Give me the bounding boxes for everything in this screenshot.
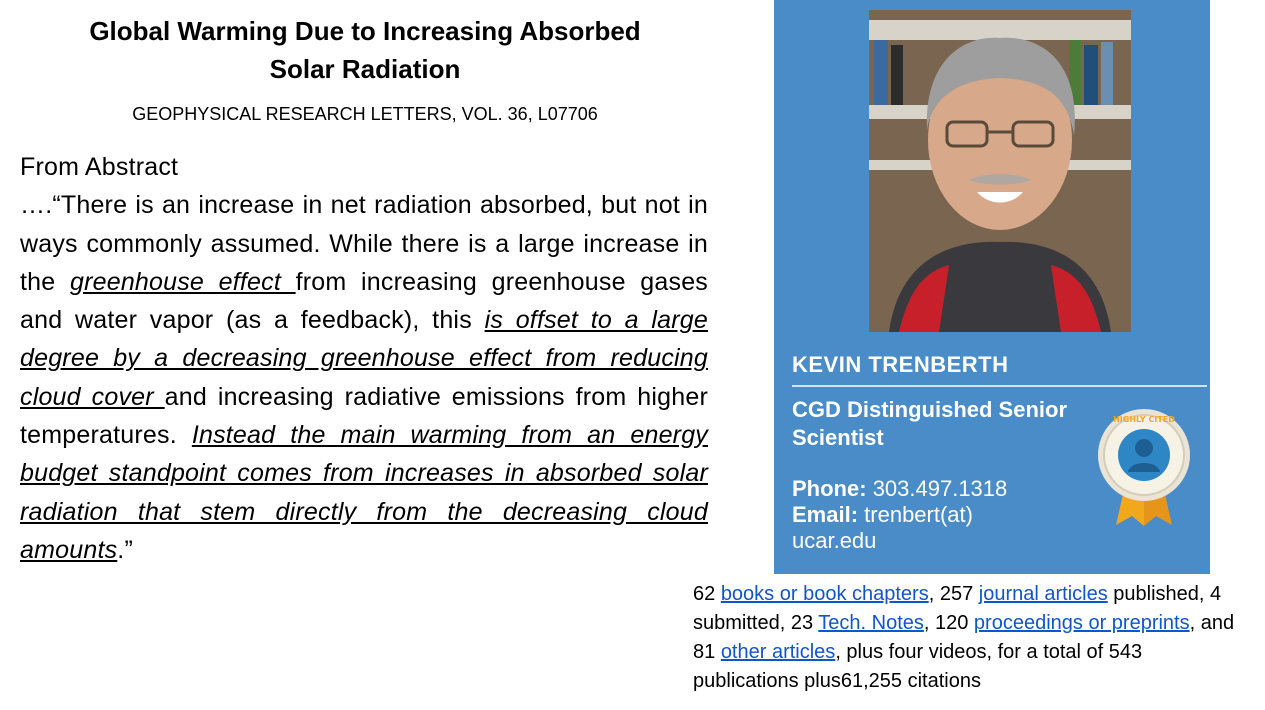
abstract-emphasis: Instead the main warming from an energy budget standpoint comes from increases in absorbed solar radiation that stem directly from the decreasing cloud amounts — [20, 421, 709, 564]
profile-contact — [792, 476, 1092, 554]
badge-text: HIGHLY CITED — [1113, 415, 1175, 424]
email-address-line-1: trenbert(at) — [864, 502, 973, 527]
stats-text: published, 4 submitted, 23 — [693, 583, 1222, 634]
stats-text: , 257 — [928, 583, 979, 605]
slide-title — [40, 12, 690, 88]
profile-name: KEVIN TRENBERTH — [792, 352, 1009, 377]
abstract-text: ….“There is an increase in net radiation absorbed, but not in ways commonly assumed. While there is a large increase in the — [20, 191, 708, 296]
abstract-text: .” — [117, 535, 133, 564]
stats-text: 62 — [693, 583, 721, 605]
journal-articles-link[interactable]: journal articles — [978, 583, 1108, 605]
abstract-emphasis: is offset to a large degree by a decreasing greenhouse effect from reducing cloud cover — [20, 306, 709, 411]
profile-card — [774, 0, 1210, 574]
proceedings-link[interactable]: proceedings or preprints — [973, 612, 1190, 634]
abstract-text: and increasing radiative emissions from higher temperatures. — [20, 382, 708, 450]
title-line-1: Global Warming Due to Increasing Absorbed — [89, 16, 641, 46]
stats-text: , plus four videos, for a total of 543 publications plus61,255 citations — [693, 641, 1143, 692]
profile-photo — [869, 10, 1131, 332]
title-line-2: Solar Radiation — [269, 54, 461, 84]
abstract-block — [20, 148, 708, 569]
profile-divider — [792, 385, 1207, 387]
portrait-illustration — [869, 10, 1131, 332]
tech-notes-link[interactable]: Tech. Notes — [818, 612, 924, 634]
abstract-heading: From Abstract — [20, 153, 179, 181]
profile-role: CGD Distinguished Senior Scientist — [792, 397, 1068, 450]
abstract-emphasis: greenhouse effect — [69, 267, 296, 296]
stats-text: , and 81 — [693, 612, 1235, 663]
other-articles-link[interactable]: other articles — [720, 641, 836, 663]
phone-number: 303.497.1318 — [872, 476, 1008, 501]
email-address-line-2: ucar.edu — [792, 528, 877, 553]
stats-text: , 120 — [923, 612, 974, 634]
publication-stats — [693, 580, 1253, 696]
abstract-text: from increasing greenhouse gases and water vapor (as a feedback), this — [20, 267, 708, 335]
highly-cited-badge-icon — [1094, 400, 1194, 530]
email-label: Email: — [792, 502, 859, 527]
journal-citation: GEOPHYSICAL RESEARCH LETTERS, VOL. 36, L07706 — [132, 104, 598, 124]
phone-label: Phone: — [792, 476, 867, 501]
books-link[interactable]: books or book chapters — [720, 583, 929, 605]
